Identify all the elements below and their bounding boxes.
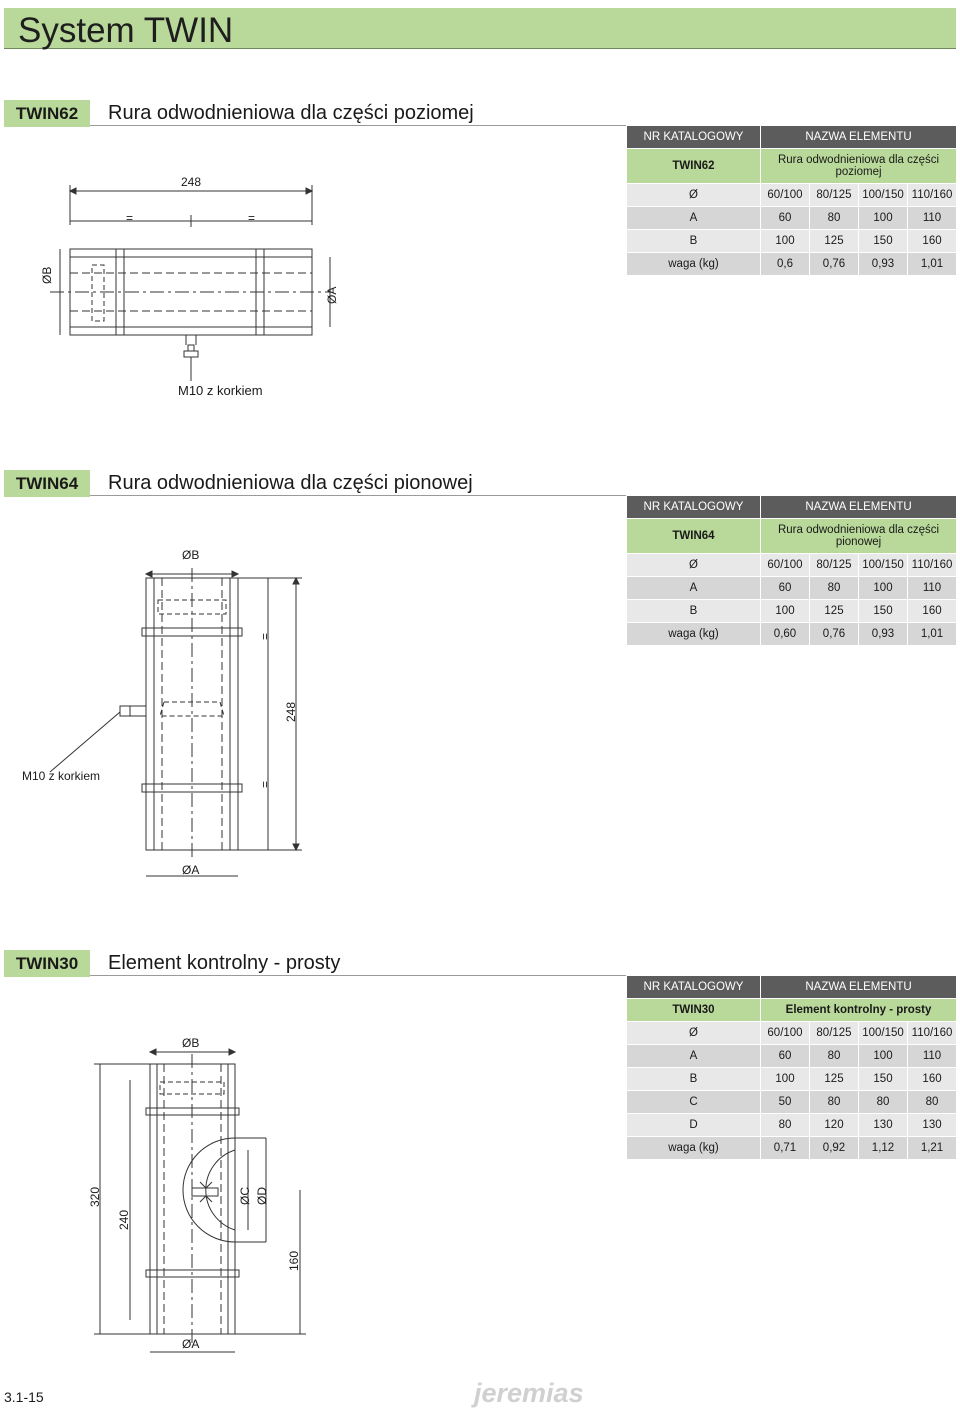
cell: 100/150 (859, 554, 908, 577)
drain-note: M10 z korkiem (22, 769, 101, 783)
drain-note: M10 z korkiem (178, 383, 263, 398)
table-row (627, 600, 957, 623)
dim-equal: = (258, 780, 272, 788)
dim-dia-a: ØA (182, 863, 200, 877)
cell: 0,60 (761, 623, 810, 646)
dim-dia-c: ØC (238, 1187, 252, 1205)
row-label: B (627, 230, 761, 253)
drawing-twin64 (20, 560, 320, 880)
header-catalog-number: NR KATALOGOWY (627, 126, 761, 149)
section-title-twin62: Rura odwodnieniowa dla części poziomej (108, 102, 474, 124)
cell: 80 (810, 577, 859, 600)
cell: 0,71 (761, 1137, 810, 1160)
page-number: 3.1-15 (4, 1389, 44, 1405)
cell: 110/160 (908, 1022, 957, 1045)
row-label: B (627, 600, 761, 623)
cell: 110 (908, 207, 957, 230)
table-row (627, 577, 957, 600)
cell: 130 (859, 1114, 908, 1137)
spec-table-twin64 (626, 495, 957, 646)
header-element-name: NAZWA ELEMENTU (761, 496, 957, 519)
element-name: Rura odwodnieniowa dla części pionowej (761, 519, 957, 554)
section-code-twin62: TWIN62 (4, 100, 90, 127)
table-row (627, 1091, 957, 1114)
cell: 60/100 (761, 184, 810, 207)
table-row (627, 184, 957, 207)
dim-length: 248 (181, 175, 202, 189)
cell: 100/150 (859, 184, 908, 207)
element-name: Rura odwodnieniowa dla części poziomej (761, 149, 957, 184)
cell: 0,76 (810, 623, 859, 646)
cell: 125 (810, 600, 859, 623)
table-row (627, 230, 957, 253)
cell: 60 (761, 577, 810, 600)
table-row (627, 253, 957, 276)
spec-table-twin30 (626, 975, 957, 1160)
cell: 125 (810, 1068, 859, 1091)
cell: 0,93 (859, 253, 908, 276)
cell: 1,01 (908, 253, 957, 276)
spec-table-twin62 (626, 125, 957, 276)
cell: 80/125 (810, 554, 859, 577)
cell: 60 (761, 1045, 810, 1068)
cell: 110 (908, 577, 957, 600)
element-name: Element kontrolny - prosty (761, 999, 957, 1022)
row-label: D (627, 1114, 761, 1137)
dim-dia-a: ØA (182, 1337, 200, 1351)
catalog-code: TWIN30 (627, 999, 761, 1022)
section-title-twin64: Rura odwodnieniowa dla części pionowej (108, 472, 473, 494)
cell: 100 (859, 577, 908, 600)
dim-dia-b: ØB (182, 548, 200, 562)
dim-320: 320 (88, 1186, 102, 1207)
dim-length: 248 (284, 701, 298, 722)
dim-dia-b: ØB (40, 266, 54, 284)
cell: 100/150 (859, 1022, 908, 1045)
dim-equal: = (126, 211, 134, 225)
cell: 125 (810, 230, 859, 253)
table-row (627, 1022, 957, 1045)
row-label: A (627, 207, 761, 230)
dim-equal: = (258, 632, 272, 640)
catalog-code: TWIN62 (627, 149, 761, 184)
row-label: Ø (627, 554, 761, 577)
cell: 150 (859, 600, 908, 623)
cell: 1,21 (908, 1137, 957, 1160)
cell: 160 (908, 1068, 957, 1091)
header-catalog-number: NR KATALOGOWY (627, 496, 761, 519)
cell: 1,12 (859, 1137, 908, 1160)
dim-dia-a: ØA (325, 286, 339, 304)
cell: 60/100 (761, 1022, 810, 1045)
cell: 0,93 (859, 623, 908, 646)
header-element-name: NAZWA ELEMENTU (761, 976, 957, 999)
cell: 60/100 (761, 554, 810, 577)
dim-240: 240 (117, 1209, 131, 1230)
cell: 120 (810, 1114, 859, 1137)
cell: 80 (810, 1091, 859, 1114)
page-title: System TWIN (18, 11, 234, 50)
drawing-twin62 (30, 165, 390, 405)
cell: 0,92 (810, 1137, 859, 1160)
table-row (627, 623, 957, 646)
row-label: Ø (627, 184, 761, 207)
table-row (627, 207, 957, 230)
cell: 150 (859, 1068, 908, 1091)
table-row (627, 1068, 957, 1091)
cell: 100 (761, 1068, 810, 1091)
cell: 100 (761, 230, 810, 253)
cell: 80/125 (810, 184, 859, 207)
dim-dia-d: ØD (255, 1187, 269, 1205)
cell: 0,6 (761, 253, 810, 276)
dim-dia-b: ØB (182, 1036, 200, 1050)
page-header (4, 8, 956, 49)
section-code-twin30: TWIN30 (4, 950, 90, 977)
cell: 80 (859, 1091, 908, 1114)
brand-logo: jeremias (474, 1378, 584, 1408)
row-label: waga (kg) (627, 253, 761, 276)
cell: 80 (810, 207, 859, 230)
drawing-twin30 (80, 1030, 320, 1360)
cell: 100 (761, 600, 810, 623)
row-label: waga (kg) (627, 623, 761, 646)
cell: 160 (908, 600, 957, 623)
row-label: Ø (627, 1022, 761, 1045)
cell: 80 (908, 1091, 957, 1114)
cell: 130 (908, 1114, 957, 1137)
cell: 80 (810, 1045, 859, 1068)
row-label: A (627, 1045, 761, 1068)
header-catalog-number: NR KATALOGOWY (627, 976, 761, 999)
cell: 0,76 (810, 253, 859, 276)
cell: 60 (761, 207, 810, 230)
cell: 80/125 (810, 1022, 859, 1045)
cell: 80 (761, 1114, 810, 1137)
row-label: B (627, 1068, 761, 1091)
dim-160: 160 (287, 1250, 301, 1271)
cell: 150 (859, 230, 908, 253)
cell: 110 (908, 1045, 957, 1068)
table-row (627, 554, 957, 577)
cell: 110/160 (908, 554, 957, 577)
section-code-twin64: TWIN64 (4, 470, 90, 497)
table-row (627, 1137, 957, 1160)
table-row (627, 1114, 957, 1137)
cell: 100 (859, 1045, 908, 1068)
row-label: C (627, 1091, 761, 1114)
cell: 160 (908, 230, 957, 253)
catalog-code: TWIN64 (627, 519, 761, 554)
dim-equal: = (248, 211, 256, 225)
header-element-name: NAZWA ELEMENTU (761, 126, 957, 149)
row-label: A (627, 577, 761, 600)
cell: 110/160 (908, 184, 957, 207)
section-title-twin30: Element kontrolny - prosty (108, 952, 341, 974)
cell: 50 (761, 1091, 810, 1114)
cell: 1,01 (908, 623, 957, 646)
row-label: waga (kg) (627, 1137, 761, 1160)
cell: 100 (859, 207, 908, 230)
table-row (627, 1045, 957, 1068)
